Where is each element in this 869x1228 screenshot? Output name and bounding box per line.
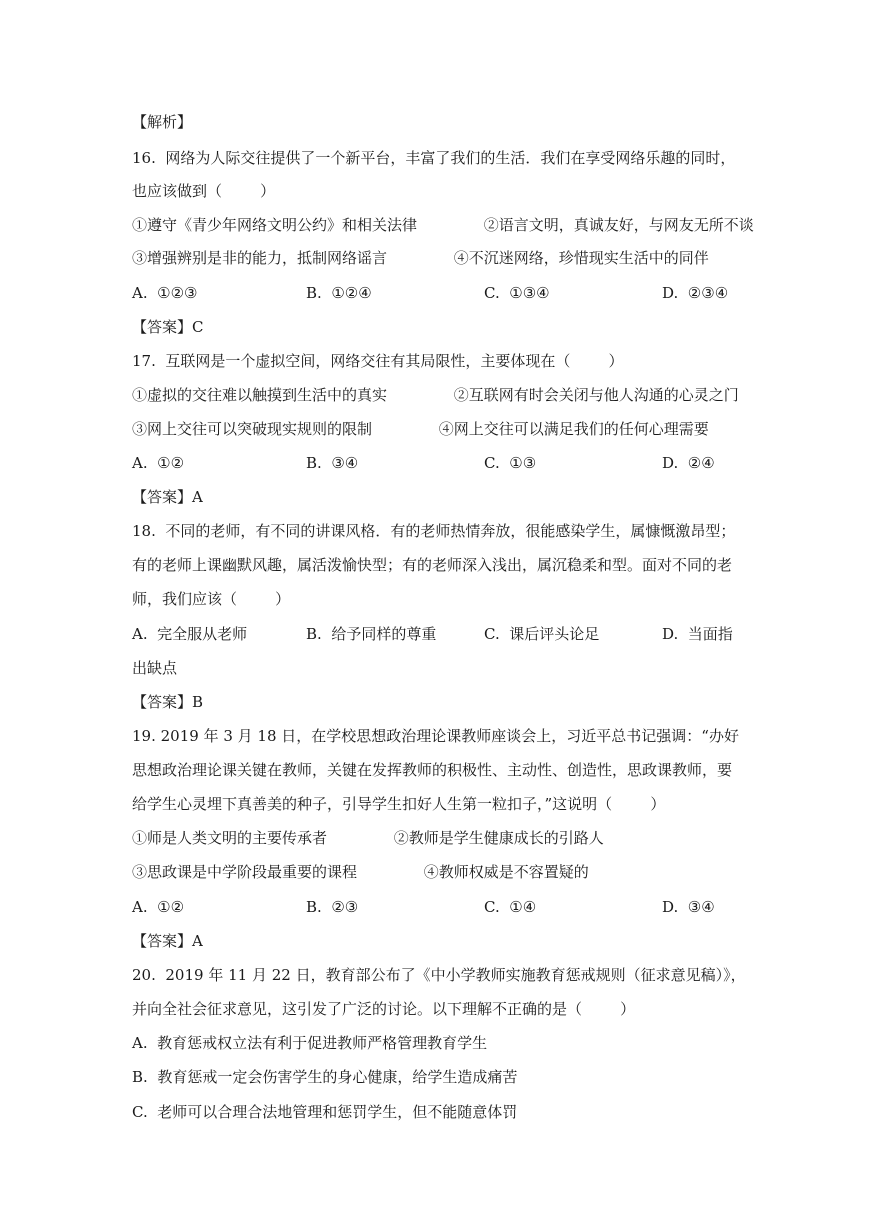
q19-option-d: D. ③④: [662, 898, 715, 916]
q20-option-b: B. 教育惩戒一定会伤害学生的身心健康，给学生造成痛苦: [132, 1068, 518, 1086]
q19-option-a: A. ①②: [132, 898, 185, 916]
q20-option-c: C. 老师可以合理合法地管理和惩罚学生，但不能随意体罚: [132, 1103, 518, 1121]
q17-items-line-1: ①虚拟的交往难以触摸到生活中的真实 ②互联网有时会关闭与他人沟通的心灵之门: [132, 386, 739, 404]
q20-option-a: A. 教育惩戒权立法有利于促进教师严格管理教育学生: [132, 1034, 488, 1052]
q19-option-b: B. ②③: [306, 898, 359, 916]
q18-option-d: D. 当面指: [662, 625, 733, 643]
q18-answer: 【答案】B: [132, 693, 204, 711]
q17-answer: 【答案】A: [132, 488, 203, 506]
q19-answer: 【答案】A: [132, 932, 203, 950]
analysis-header: 【解析】: [132, 113, 193, 131]
q17-items-line-2: ③网上交往可以突破现实规则的限制 ④网上交往可以满足我们的任何心理需要: [132, 420, 709, 438]
q17-option-a: A. ①②: [132, 454, 185, 472]
q19-option-c: C. ①④: [484, 898, 537, 916]
q19-items-line-1: ①师是人类文明的主要传承者 ②教师是学生健康成长的引路人: [132, 829, 604, 847]
q16-option-c: C. ①③④: [484, 284, 550, 302]
q19-stem-line-3: 给学生心灵埋下真善美的种子，引导学生扣好人生第一粒扣子，”这说明（ ）: [132, 795, 666, 813]
q17-option-b: B. ③④: [306, 454, 359, 472]
q17-option-c: C. ①③: [484, 454, 537, 472]
q20-stem-line-1: 20. 2019 年 11 月 22 日，教育部公布了《中小学教师实施教育惩戒规则（征求意见稿）》，: [132, 966, 746, 984]
q17-stem-line-1: 17. 互联网是一个虚拟空间，网络交往有其局限性，主要体现在（ ）: [132, 352, 624, 370]
q18-option-a: A. 完全服从老师: [132, 625, 248, 643]
q19-items-line-2: ③思政课是中学阶段最重要的课程 ④教师权威是不容置疑的: [132, 863, 589, 881]
q16-items-line-2: ③增强辨别是非的能力，抵制网络谣言 ④不沉迷网络，珍惜现实生活中的同伴: [132, 249, 709, 267]
q16-stem-line-2: 也应该做到（ ）: [132, 182, 276, 200]
q16-items-line-1: ①遵守《青少年网络文明公约》和相关法律 ②语言文明，真诚友好，与网友无所不谈: [132, 216, 754, 234]
q19-stem-line-1: 19. 2019 年 3 月 18 日，在学校思想政治理论课教师座谈会上，习近平总书记强调：“办好: [132, 727, 739, 745]
q16-answer: 【答案】C: [132, 318, 204, 336]
q18-option-c: C. 课后评头论足: [484, 625, 600, 643]
q18-option-b: B. 给予同样的尊重: [306, 625, 437, 643]
q18-stem-line-1: 18. 不同的老师，有不同的讲课风格．有的老师热情奔放，很能感染学生，属慷慨激昂型；: [132, 522, 736, 540]
q18-stem-line-3: 师，我们应该（ ）: [132, 590, 291, 608]
q19-stem-line-2: 思想政治理论课关键在教师，关键在发挥教师的积极性、主动性、创造性，思政课教师，要: [132, 761, 733, 779]
q18-option-d-continued: 出缺点: [132, 659, 178, 677]
q18-stem-line-2: 有的老师上课幽默风趣，属活泼愉快型；有的老师深入浅出，属沉稳柔和型。面对不同的老: [132, 556, 733, 574]
q16-stem-line-1: 16. 网络为人际交往提供了一个新平台，丰富了我们的生活．我们在享受网络乐趣的同时，: [132, 149, 736, 167]
q16-option-d: D. ②③④: [662, 284, 729, 302]
q16-option-b: B. ①②④: [306, 284, 372, 302]
q16-option-a: A. ①②③: [132, 284, 198, 302]
q17-option-d: D. ②④: [662, 454, 715, 472]
q20-stem-line-2: 并向全社会征求意见，这引发了广泛的讨论。以下理解不正确的是（ ）: [132, 1000, 636, 1018]
